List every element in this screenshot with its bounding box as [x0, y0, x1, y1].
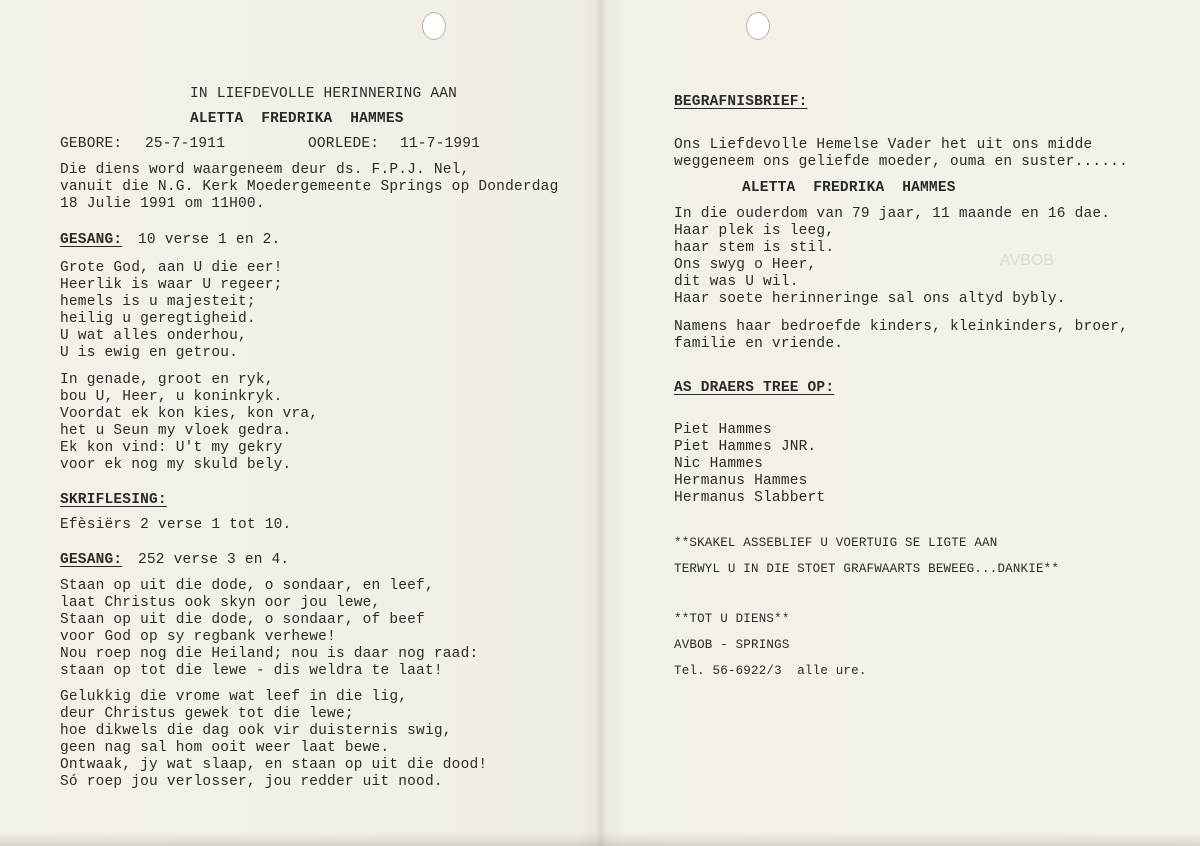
bearer-name: Nic Hammes: [674, 456, 764, 472]
hymn-line: voor God op sy regbank verhewe!: [60, 629, 336, 645]
reading-reference: Efèsiërs 2 verse 1 tot 10.: [60, 517, 292, 533]
family-line: Namens haar bedroefde kinders, kleinkinders, broer,: [674, 319, 1128, 335]
undertaker-name: AVBOB - SPRINGS: [674, 638, 790, 652]
poem-line: Ons swyg o Heer,: [674, 257, 817, 273]
hymn-line: U wat alles onderhou,: [60, 328, 247, 344]
hymn-line: Ontwaak, jy wat slaap, en staan op uit die dood!: [60, 757, 488, 773]
poem-line: haar stem is stil.: [674, 240, 835, 256]
hymn-line: Nou roep nog die Heiland; nou is daar nog raad:: [60, 646, 479, 662]
service-notice: **TOT U DIENS**: [674, 612, 790, 626]
hymn-line: deur Christus gewek tot die lewe;: [60, 706, 354, 722]
center-fold: [596, 0, 606, 846]
service-line: 18 Julie 1991 om 11H00.: [60, 196, 265, 212]
gesang-reference: 252 verse 3 en 4.: [138, 552, 290, 568]
service-line: vanuit die N.G. Kerk Moedergemeente Springs op Donderdag: [60, 179, 559, 195]
deceased-name: ALETTA FREDRIKA HAMMES: [742, 180, 956, 196]
died-label: OORLEDE:: [308, 136, 380, 152]
hymn-line: bou U, Heer, u koninkryk.: [60, 389, 283, 405]
hymn-line: Voordat ek kon kies, kon vra,: [60, 406, 319, 422]
memorial-heading: IN LIEFDEVOLLE HERINNERING AAN: [190, 86, 458, 102]
intro-line: weggeneem ons geliefde moeder, ouma en suster......: [674, 154, 1128, 170]
hymn-line: Staan op uit die dode, o sondaar, of beef: [60, 612, 425, 628]
punch-hole-left: [422, 12, 446, 40]
procession-notice: TERWYL U IN DIE STOET GRAFWAARTS BEWEEG...DANKIE**: [674, 562, 1060, 576]
intro-line: Ons Liefdevolle Hemelse Vader het uit ons midde: [674, 137, 1093, 153]
hymn-line: Gelukkig die vrome wat leef in die lig,: [60, 689, 408, 705]
poem-line: dit was U wil.: [674, 274, 799, 290]
hymn-line: Heerlik is waar U regeer;: [60, 277, 283, 293]
hymn-line: heilig u geregtigheid.: [60, 311, 256, 327]
hymn-line: Grote God, aan U die eer!: [60, 260, 283, 276]
hymn-line: hemels is u majesteit;: [60, 294, 256, 310]
telephone: Tel. 56-6922/3 alle ure.: [674, 664, 867, 678]
gesang-label: GESANG:: [60, 232, 123, 248]
bearer-name: Hermanus Hammes: [674, 473, 808, 489]
hymn-line: laat Christus ook skyn oor jou lewe,: [60, 595, 381, 611]
bearer-name: Hermanus Slabbert: [674, 490, 826, 506]
gesang-reference: 10 verse 1 en 2.: [138, 232, 281, 248]
hymn-line: Ek kon vind: U't my gekry: [60, 440, 283, 456]
bearer-name: Piet Hammes JNR.: [674, 439, 817, 455]
bearer-name: Piet Hammes: [674, 422, 772, 438]
show-through-text: AVBOB: [1000, 252, 1054, 269]
hymn-line: Staan op uit die dode, o sondaar, en leef,: [60, 578, 434, 594]
hymn-line: staan op tot die lewe - dis weldra te laat!: [60, 663, 443, 679]
born-label: GEBORE:: [60, 136, 123, 152]
funeral-letter-heading: BEGRAFNISBRIEF:: [674, 94, 808, 110]
hymn-line: het u Seun my vloek gedra.: [60, 423, 292, 439]
hymn-line: In genade, groot en ryk,: [60, 372, 274, 388]
hymn-line: U is ewig en getrou.: [60, 345, 239, 361]
vehicle-lights-notice: **SKAKEL ASSEBLIEF U VOERTUIG SE LIGTE AAN: [674, 536, 998, 550]
bearers-heading: AS DRAERS TREE OP:: [674, 380, 835, 396]
paper-edge-shadow: [0, 832, 1200, 846]
hymn-line: Só roep jou verlosser, jou redder uit nood.: [60, 774, 443, 790]
service-line: Die diens word waargeneem deur ds. F.P.J. Nel,: [60, 162, 470, 178]
gesang-label: GESANG:: [60, 552, 123, 568]
born-date: 25-7-1911: [145, 136, 226, 152]
hymn-line: geen nag sal hom ooit weer laat bewe.: [60, 740, 390, 756]
hymn-line: voor ek nog my skuld bely.: [60, 457, 292, 473]
deceased-name: ALETTA FREDRIKA HAMMES: [190, 111, 404, 127]
died-date: 11-7-1991: [400, 136, 481, 152]
poem-line: Haar plek is leeg,: [674, 223, 835, 239]
reading-label: SKRIFLESING:: [60, 492, 167, 508]
poem-line: Haar soete herinneringe sal ons altyd bybly.: [674, 291, 1066, 307]
punch-hole-right: [746, 12, 770, 40]
age-line: In die ouderdom van 79 jaar, 11 maande en 16 dae.: [674, 206, 1111, 222]
family-line: familie en vriende.: [674, 336, 844, 352]
hymn-line: hoe dikwels die dag ook vir duisternis swig,: [60, 723, 452, 739]
